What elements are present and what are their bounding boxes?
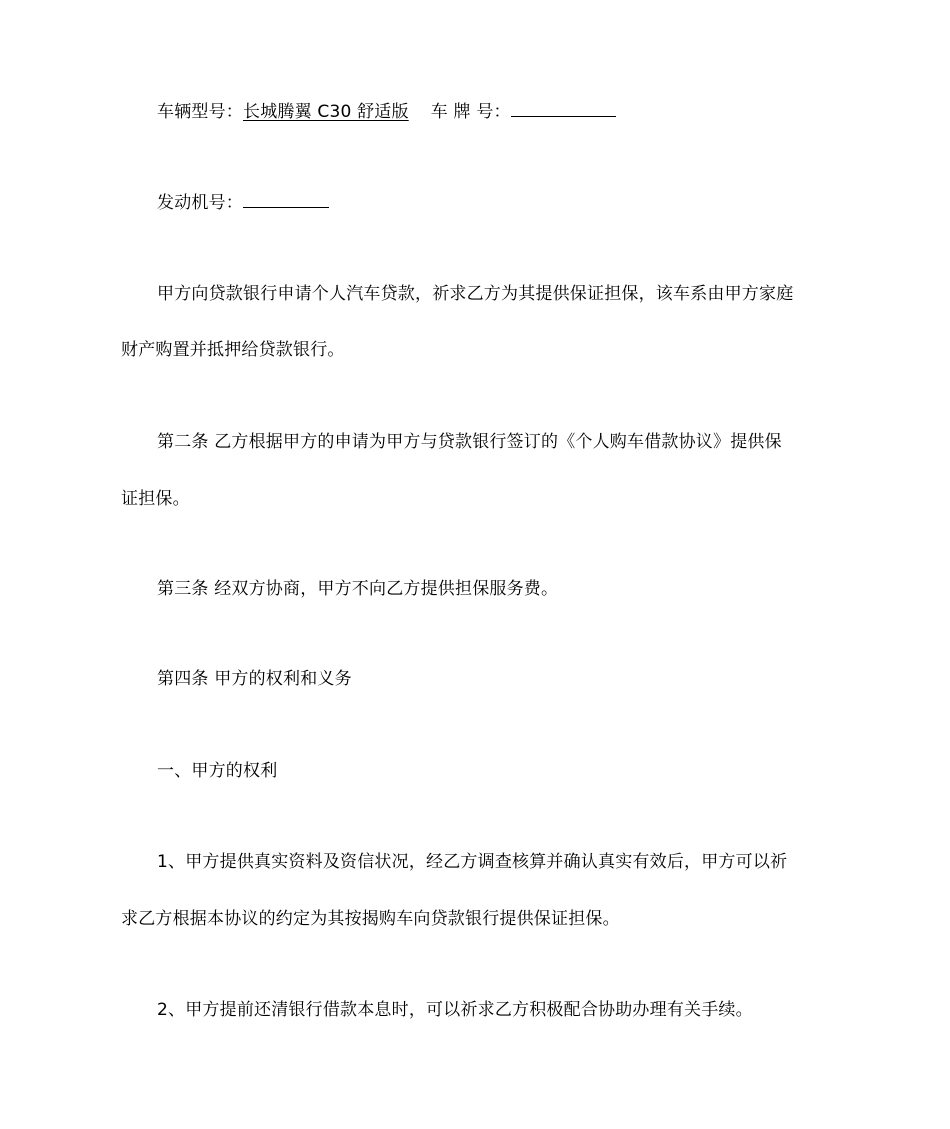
article2-line2: 证担保。 (121, 489, 190, 509)
engine-blank (243, 189, 329, 208)
para1-line1: 甲方向贷款银行申请个人汽车贷款，祈求乙方为其提供保证担保，该车系由甲方家庭 (157, 284, 794, 304)
vehicle-info-line (157, 98, 616, 124)
article4-heading: 第四条 甲方的权利和义务 (157, 669, 352, 689)
item1-line1: 1、甲方提供真实资料及资信状况，经乙方调查核算并确认真实有效后，甲方可以祈 (157, 852, 788, 872)
engine-label: 发动机号： (157, 193, 243, 213)
item2: 2、甲方提前还清银行借款本息时，可以祈求乙方积极配合协助办理有关手续。 (157, 1000, 753, 1020)
vehicle-model-label: 车辆型号： (157, 102, 243, 122)
plate-blank (511, 98, 616, 117)
engine-info-line (157, 189, 329, 215)
item1-line2: 求乙方根据本协议的约定为其按揭购车向贷款银行提供保证担保。 (121, 909, 620, 929)
section1-heading: 一、甲方的权利 (157, 761, 278, 781)
article2-line1: 第二条 乙方根据甲方的申请为甲方与贷款银行签订的《个人购车借款协议》提供保 (157, 432, 782, 452)
vehicle-model-value: 长城腾翼 C30 舒适版 (243, 102, 409, 122)
para1-line2: 财产购置并抵押给贷款银行。 (121, 340, 345, 360)
article3: 第三条 经双方协商，甲方不向乙方提供担保服务费。 (157, 579, 559, 599)
plate-label: 车 牌 号： (430, 102, 511, 122)
